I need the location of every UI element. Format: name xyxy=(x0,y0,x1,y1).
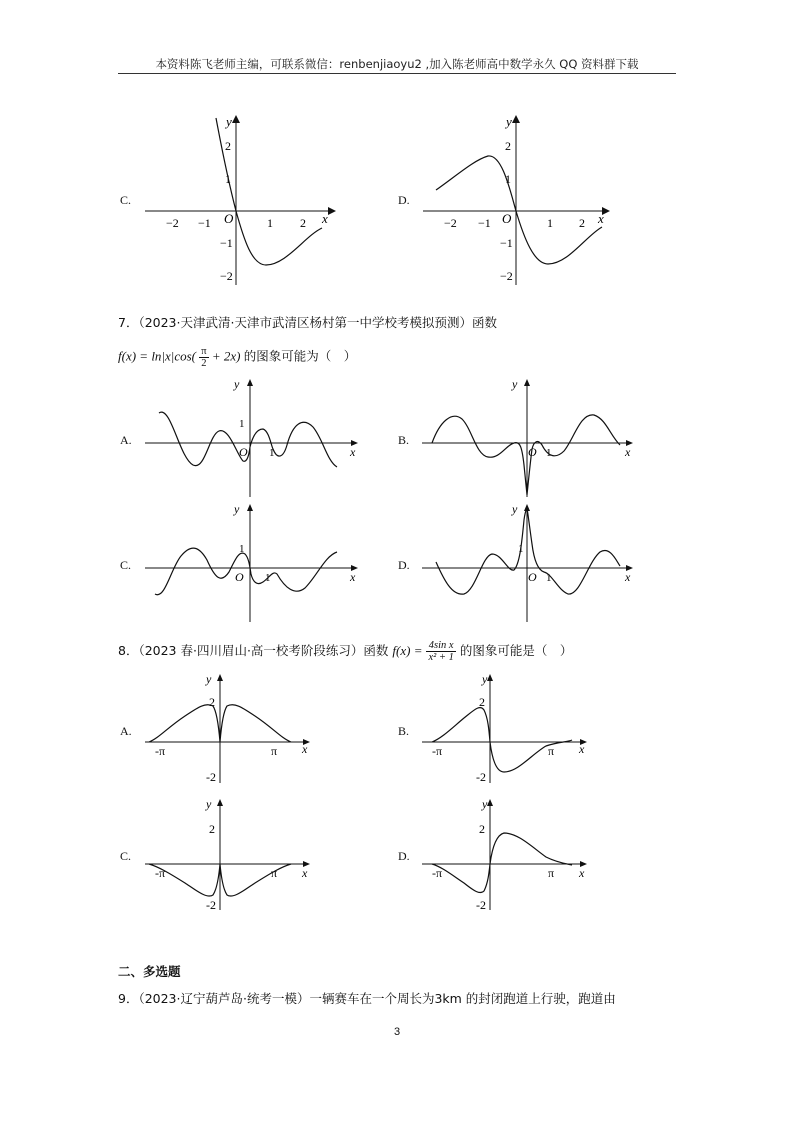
q7-formula xyxy=(118,346,356,369)
q8-frac-den: x² + 1 xyxy=(428,652,454,663)
x-axis-label: x xyxy=(625,445,631,459)
q7-frac-num: π xyxy=(201,346,207,357)
origin-label: O xyxy=(528,445,537,459)
tick-label: π xyxy=(548,744,555,758)
curve xyxy=(432,833,572,893)
q7-option-d-label: D. xyxy=(398,558,410,572)
curve xyxy=(436,156,602,264)
x-axis-label: x xyxy=(350,570,356,584)
y-axis-label: y xyxy=(482,797,488,811)
q7-formula-lhs: f(x) = ln|x|cos( xyxy=(118,348,196,364)
y-axis-label: y xyxy=(512,377,518,391)
tick-label: 1 xyxy=(547,216,553,230)
tick-label: -π xyxy=(432,744,443,758)
q8-frac-num: 4sin x xyxy=(426,640,455,652)
curve xyxy=(159,412,337,467)
tick-label: −2 xyxy=(500,269,513,283)
tick-label: 1 xyxy=(269,447,275,459)
q7-option-c-label: C. xyxy=(120,558,132,572)
tick-label: π xyxy=(271,866,278,880)
x-axis-label: x xyxy=(625,570,631,584)
y-axis-label: y xyxy=(234,502,240,516)
origin-label: O xyxy=(239,445,248,459)
q7-option-a-label: A. xyxy=(120,433,132,447)
tick-label: −2 xyxy=(220,269,233,283)
x-axis-label: x xyxy=(598,211,604,226)
x-axis-label: x xyxy=(302,866,308,880)
q7-formula-rest: + 2x) xyxy=(211,348,241,364)
q8-graph-d xyxy=(422,795,602,913)
tick-label: 1 xyxy=(239,418,245,430)
curve xyxy=(432,415,620,495)
q8-option-a-label: A. xyxy=(120,724,132,738)
origin-label: O xyxy=(528,570,537,584)
curve xyxy=(432,708,572,772)
tick-label: −1 xyxy=(478,216,491,230)
origin-label: O xyxy=(235,570,244,584)
tick-label: 2 xyxy=(479,695,485,709)
tick-label: −1 xyxy=(198,216,211,230)
tick-label: 1 xyxy=(505,172,511,186)
y-axis-label: y xyxy=(226,114,232,129)
tick-label: 1 xyxy=(546,447,552,459)
tick-label: -2 xyxy=(476,898,486,912)
q7-frac-den: 2 xyxy=(201,358,207,369)
tick-label: 2 xyxy=(209,695,215,709)
tick-label: -π xyxy=(155,866,166,880)
tick-label: −1 xyxy=(500,236,513,250)
q8-formula-lhs: f(x) = xyxy=(392,643,423,658)
q7-stem: 7．（2023·天津武清·天津市武清区杨村第一中学校考模拟预测）函数 xyxy=(118,315,497,330)
tick-label: −2 xyxy=(444,216,457,230)
tick-label: 2 xyxy=(505,139,511,153)
tick-label: 2 xyxy=(225,139,231,153)
page-number: 3 xyxy=(393,1026,401,1038)
q8-graph-c xyxy=(145,795,325,913)
q7-tail: 的图象可能为（ ） xyxy=(243,348,357,364)
q8-graph-a xyxy=(145,668,325,786)
q7-graph-b xyxy=(422,375,642,500)
y-axis-label: y xyxy=(482,672,488,686)
q8-option-d-label: D. xyxy=(398,849,410,863)
q7-graph-d xyxy=(422,500,642,625)
tick-label: π xyxy=(271,744,278,758)
q6-graph-d xyxy=(418,110,618,290)
tick-label: 1 xyxy=(267,216,273,230)
curve xyxy=(155,548,337,595)
page-header: 本资料陈飞老师主编，可联系微信：renbenjiaoyu2 ,加入陈老师高中数学永久 QQ 资料群下载 xyxy=(155,57,639,71)
tick-label: 1 xyxy=(225,172,231,186)
tick-label: 2 xyxy=(479,822,485,836)
q8-option-b-label: B. xyxy=(398,724,410,738)
origin-label: O xyxy=(224,211,234,226)
x-axis-label: x xyxy=(350,445,356,459)
y-axis-label: y xyxy=(206,797,212,811)
q6-graph-c xyxy=(140,110,340,290)
q8-graph-b xyxy=(422,668,602,786)
q8-option-c-label: C. xyxy=(120,849,132,863)
q8-stem-line xyxy=(118,640,572,663)
q6-option-d-label: D. xyxy=(398,193,410,207)
tick-label: 1 xyxy=(518,543,524,555)
x-axis-label: x xyxy=(302,742,308,756)
tick-label: 1 xyxy=(239,543,245,555)
q7-option-b-label: B. xyxy=(398,433,410,447)
tick-label: -2 xyxy=(206,898,216,912)
q8-fraction xyxy=(426,640,455,663)
x-axis-label: x xyxy=(579,742,585,756)
tick-label: −2 xyxy=(166,216,179,230)
q7-fraction xyxy=(199,346,208,369)
tick-label: 2 xyxy=(209,822,215,836)
tick-label: -π xyxy=(432,866,443,880)
tick-label: 1 xyxy=(265,572,271,584)
tick-label: -2 xyxy=(476,770,486,784)
section-title: 二、多选题 xyxy=(118,964,181,979)
origin-label: O xyxy=(502,211,512,226)
header-rule xyxy=(118,73,676,74)
y-axis-label: y xyxy=(206,672,212,686)
q8-stem: 8．（2023 春·四川眉山·高一校考阶段练习）函数 xyxy=(118,643,389,658)
y-axis-label: y xyxy=(506,114,512,129)
q9-stem: 9．（2023·辽宁葫芦岛·统考一模）一辆赛车在一个周长为3km 的封闭跑道上行驶，跑道由 xyxy=(118,991,616,1006)
tick-label: −1 xyxy=(220,236,233,250)
y-axis-label: y xyxy=(234,377,240,391)
tick-label: 1 xyxy=(546,572,552,584)
y-axis-label: y xyxy=(512,502,518,516)
tick-label: 2 xyxy=(579,216,585,230)
x-axis-label: x xyxy=(322,211,328,226)
x-axis-label: x xyxy=(579,866,585,880)
tick-label: 2 xyxy=(300,216,306,230)
tick-label: -π xyxy=(155,744,166,758)
q7-graph-c xyxy=(145,500,365,625)
q8-tail: 的图象可能是（ ） xyxy=(459,643,573,658)
tick-label: -2 xyxy=(206,770,216,784)
q6-option-c-label: C. xyxy=(120,193,132,207)
tick-label: π xyxy=(548,866,555,880)
q7-graph-a xyxy=(145,375,365,500)
